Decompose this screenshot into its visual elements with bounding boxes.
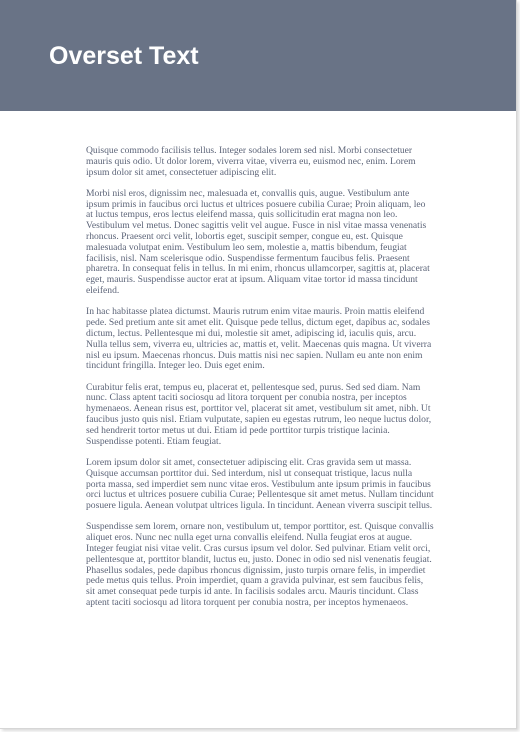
paragraph: Quisque commodo facilisis tellus. Integer sodales lorem sed nisl. Morbi consectetuer mauris quis odio. Ut dolor lorem, viverra vitae, viverra eu, euismod nec, enim. Lorem ipsum dolor sit amet, consectetuer adipiscing elit. — [86, 145, 416, 178]
paragraph: In hac habitasse platea dictumst. Mauris rutrum enim vitae mauris. Proin mattis eleifend pede. Sed pretium ante sit amet elit. Quisque pede tellus, dictum eget, dapibus ac, sodales dictum, lectus. Pellentesque mi dui, molestie sit amet, adipiscing id, iaculis quis, arcu. Nulla tellus sem, viverra eu, ultricies ac, mattis et, velit. Maecenas quis magna. Ut viverra nisl eu ipsum. Maecenas rhoncus. Duis mattis nisi nec sapien. Nullam eu ante non enim tincidunt fringilla. Integer leo. Duis eget enim. — [86, 306, 432, 372]
paragraph: Morbi nisl eros, dignissim nec, malesuada et, convallis quis, augue. Vestibulum ante ipsum primis in faucibus orci luctus et ultrices posuere cubilia Curae; Proin aliquam, leo at luctus tempus, eros lectus eleifend massa, quis sollicitudin erat magna non leo. Vestibulum vel metus. Donec sagittis velit vel augue. Fusce in nisl vitae massa venenatis rhoncus. Praesent orci velit, lobortis eget, suscipit semper, congue eu, est. Quisque malesuada volutpat enim. Vestibulum leo sem, molestie a, mattis bibendum, feugiat facilisis, nisl. Nam scelerisque odio. Suspendisse fermentum faucibus felis. Praesent pharetra. In consequat felis in tellus. In mi enim, rhoncus ullamcorper, sagittis at, placerat eget, mauris. Suspendisse auctor erat at ipsum. Aliquam vitae tortor id massa tincidunt eleifend. — [86, 187, 430, 297]
body-text-frame — [86, 146, 434, 619]
paragraph: Lorem ipsum dolor sit amet, consectetuer adipiscing elit. Cras gravida sem ut massa. Quisque accumsan porttitor dui. Sed interdum, nisl ut consequat tristique, lacus nulla porta massa, sed imperdiet sem nunc vitae eros. Vestibulum ante ipsum primis in faucibus orci luctus et ultrices posuere cubilia Curae; Pellentesque sit amet metus. Nullam tincidunt posuere ligula. Aenean volutpat ultrices ligula. In tincidunt. Aenean viverra suscipit tellus. — [86, 456, 434, 512]
paragraph: Curabitur felis erat, tempus eu, placerat et, pellentesque sed, purus. Sed sed diam. Nam nunc. Class aptent taciti sociosqu ad litora torquent per conubia nostra, per inceptos hymenaeos. Aenean risus est, porttitor vel, placerat sit amet, vestibulum sit amet, nibh. Ut faucibus justo quis nisl. Etiam vulputate, sapien eu egestas rutrum, leo neque luctus dolor, sed hendrerit tortor metus ut dui. Etiam id pede porttitor turpis tristique lacinia. Suspendisse potenti. Etiam feugiat. — [86, 381, 432, 447]
page-title: Overset Text — [49, 42, 199, 70]
paragraph: Suspendisse sem lorem, ornare non, vestibulum ut, tempor porttitor, est. Quisque convallis aliquet eros. Nunc nec nulla eget urna convallis eleifend. Nulla feugiat eros at augue. Integer feugiat nisi vitae velit. Cras cursus ipsum vel dolor. Sed pulvinar. Etiam velit orci, pellentesque at, porttitor blandit, luctus eu, justo. Donec in odio sed nisl venenatis feugiat. Phasellus sodales, pede dapibus rhoncus dignissim, justo turpis ornare felis, in imperdiet pede metus quis tellus. Proin imperdiet, quam a gravida pulvinar, est sem faucibus felis, sit amet consequat pede turpis id ante. In facilisis sodales arcu. Mauris tincidunt. Class aptent taciti sociosqu ad litora torquent per conubia nostra, per inceptos hymenaeos. — [86, 521, 434, 608]
header-band — [0, 0, 516, 111]
